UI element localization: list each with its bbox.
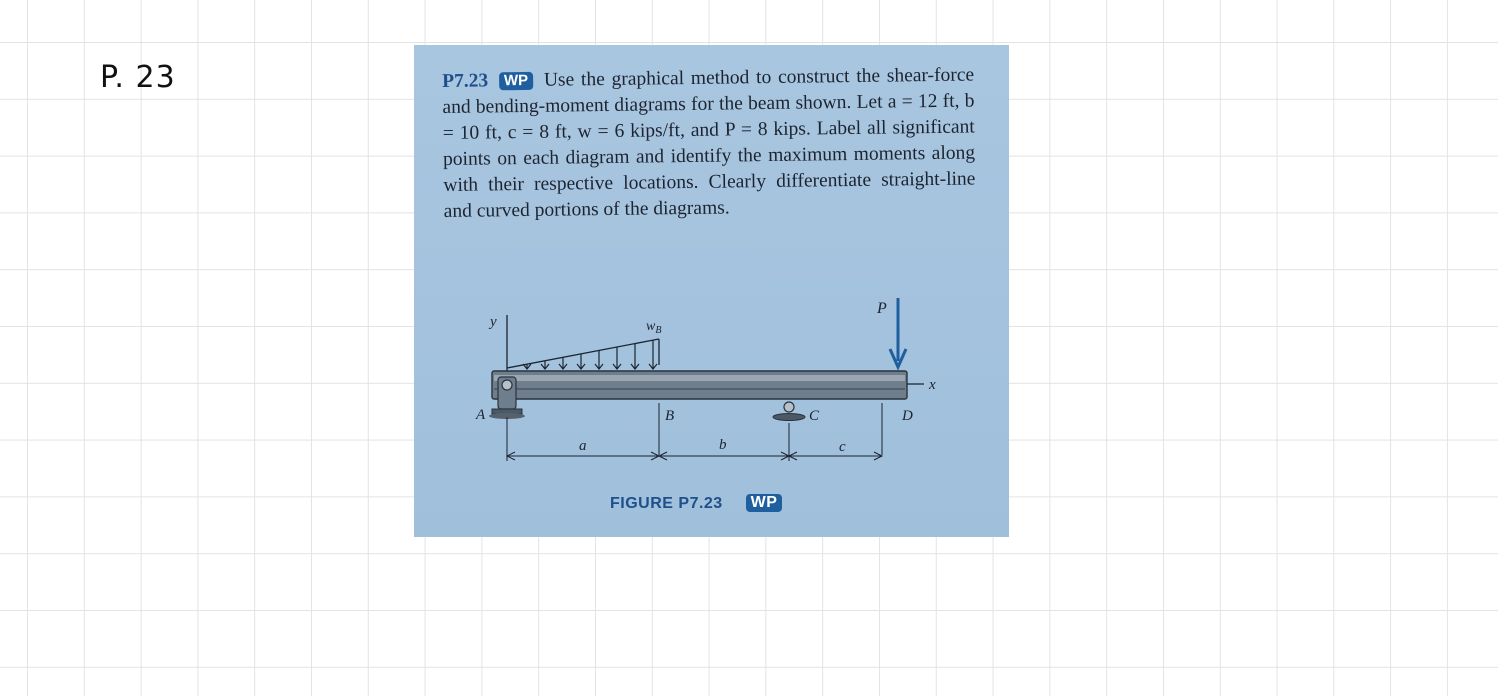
dim-label-a: a (579, 438, 587, 454)
x-axis-label: x (929, 377, 936, 393)
caption-text: FIGURE P7.23 (610, 495, 723, 512)
problem-number: P7.23 (442, 70, 489, 92)
wp-badge: WP (499, 72, 533, 90)
label-P: P (877, 300, 887, 317)
dim-label-c: c (839, 439, 846, 455)
textbook-photo (414, 45, 1009, 537)
roller-support-C (773, 402, 805, 421)
caption-wp-badge: WP (746, 494, 783, 512)
y-axis-label: y (490, 314, 497, 330)
label-B: B (665, 408, 675, 424)
beam-highlight (494, 375, 905, 381)
figure-caption (610, 494, 786, 513)
distributed-load-arrows (523, 340, 657, 369)
label-A: A (476, 407, 486, 423)
problem-text: Use the graphical method to construct the shear-force and bending-moment diagrams for the beam shown. Let a = 12 ft, b = 10 ft, c = 8 ft, w = 6 kips/ft, and P = 8 kips. Label all significant points on each diagram and identify the maximum moments along with their respective locations. Clearly differentiate straight-line and curved portions of the diagrams. (442, 64, 976, 222)
label-D: D (902, 408, 913, 424)
beam-figure (414, 45, 1009, 537)
wb-label: $w_B$ (646, 319, 662, 336)
dimension-lines (507, 452, 882, 460)
note-label: P. 23 (100, 60, 176, 95)
label-C: C (809, 408, 820, 424)
load-top-line (507, 339, 659, 368)
dim-label-b: b (719, 437, 727, 453)
